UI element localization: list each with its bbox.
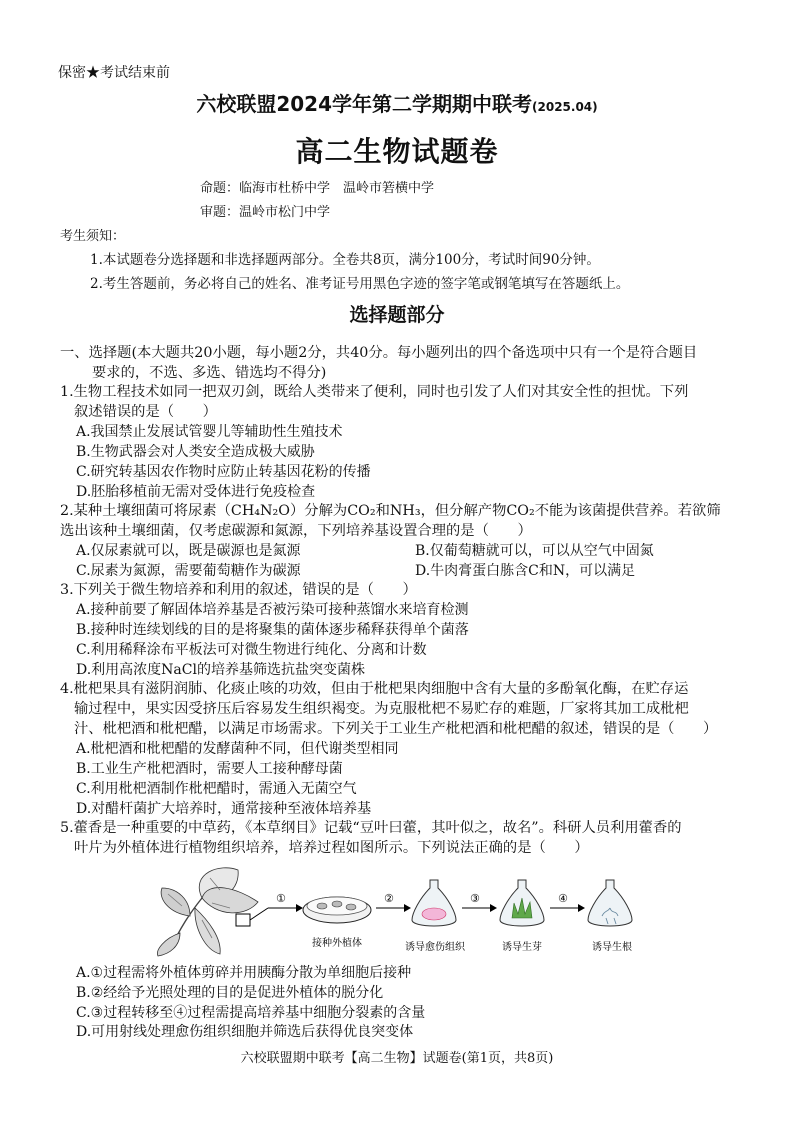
culture-dish-1 (303, 897, 371, 923)
instructions-line: 要求的，不选、多选、错选均不得分) (92, 365, 327, 381)
question-5-stem: 叶片为外植体进行植物组织培养，培养过程如图所示。下列说法正确的是（ ） (74, 840, 589, 856)
question-3-stem: 3.下列关于微生物培养和利用的叙述，错误的是（ ） (60, 582, 417, 598)
question-4-stem: 输过程中，果实因受挤压后容易发生组织褐变。为克服枇杷不易贮存的难题，厂家将其加工成枇杷 (74, 701, 689, 717)
step-3-label: ③ (470, 892, 480, 905)
sample-box (236, 914, 250, 926)
question-3-option-d: D.利用高浓度NaCl的培养基筛选抗盐突变菌株 (76, 662, 365, 678)
question-1-option-b: B.生物武器会对人类安全造成极大威胁 (76, 444, 315, 460)
reviewer-line: 审题：温岭市松门中学 (200, 205, 331, 220)
notice-item: 1.本试题卷分选择题和非选择题两部分。全卷共8页，满分100分，考试时间90分钟。 (90, 252, 600, 268)
step-4-label: ④ (558, 892, 568, 905)
question-4-option-c: C.利用枇杷酒制作枇杷醋时，需通入无菌空气 (76, 781, 357, 797)
question-2-stem: 选出该种土壤细菌，仅考虑碳源和氮源，下列培养基设置合理的是（ ） (60, 523, 532, 539)
exam-title-main: 六校联盟2024学年第二学期期中联考 (196, 92, 533, 116)
question-2-option-d: D.牛肉膏蛋白胨含C和N，可以满足 (415, 563, 636, 579)
question-4-option-a: A.枇杷酒和枇杷醋的发酵菌种不同，但代谢类型相同 (76, 741, 399, 757)
caption-4: 诱导生根 (592, 942, 632, 953)
step-2-label: ② (384, 892, 394, 905)
question-3-option-c: C.利用稀释涂布平板法可对微生物进行纯化、分离和计数 (76, 642, 427, 658)
question-2-option-b: B.仅葡萄糖就可以，可以从空气中固氮 (415, 543, 654, 559)
question-3-option-a: A.接种前要了解固体培养基是否被污染可接种蒸馏水来培育检测 (76, 602, 469, 618)
culture-flask-callus (412, 880, 456, 926)
notice-heading: 考生须知： (60, 229, 126, 244)
question-5-option-b: B.②经给予光照处理的目的是促进外植体的脱分化 (76, 985, 384, 1001)
exam-title (0, 88, 794, 117)
question-5-option-d: D.可用射线处理愈伤组织细胞并筛选后获得优良突变体 (76, 1024, 414, 1040)
plant-leaf-image (157, 868, 258, 956)
question-1-option-c: C.研究转基因农作物时应防止转基因花粉的传播 (76, 464, 371, 480)
section-title: 选择题部分 (349, 304, 445, 326)
tissue-culture-figure (150, 858, 660, 958)
caption-2: 诱导愈伤组织 (405, 942, 465, 953)
exam-date: (2025.04) (532, 100, 598, 114)
question-4-stem: 汁、枇杷酒和枇杷醋，以满足市场需求。下列关于工业生产枇杷酒和枇杷醋的叙述，错误的是（ ） (74, 721, 718, 737)
confidential-label: 保密★考试结束前 (58, 65, 170, 81)
notice-item: 2.考生答题前，务必将自己的姓名、准考证号用黑色字迹的签字笔或钢笔填写在答题纸上。 (90, 276, 630, 292)
question-1-stem: 1.生物工程技术如同一把双刃剑，既给人类带来了便利，同时也引发了人们对其安全性的担忧。下列 (60, 384, 689, 400)
question-5-option-c: C.③过程转移至④过程需提高培养基中细胞分裂素的含量 (76, 1005, 426, 1021)
question-2-option-a: A.仅尿素就可以，既是碳源也是氮源 (76, 543, 301, 559)
question-3-option-b: B.接种时连续划线的目的是将聚集的菌体逐步稀释获得单个菌落 (76, 622, 469, 638)
question-4-option-b: B.工业生产枇杷酒时，需要人工接种酵母菌 (76, 761, 343, 777)
paper-title: 高二生物试题卷 (295, 135, 499, 168)
page-footer: 六校联盟期中联考【高二生物】试题卷(第1页，共8页) (240, 1051, 554, 1066)
question-2-stem: 2.某种土壤细菌可将尿素（CH₄N₂O）分解为CO₂和NH₃，但分解产物CO₂不能为该菌提供营养。若欲筛 (60, 503, 721, 519)
step-1-label: ① (276, 892, 286, 905)
question-5-option-a: A.①过程需将外植体剪碎并用胰酶分散为单细胞后接种 (76, 965, 412, 981)
question-5-stem: 5.藿香是一种重要的中草药，《本草纲目》记载“豆叶曰藿，其叶似之，故名”。科研人员利用藿香的 (60, 820, 682, 836)
caption-3: 诱导生芽 (502, 942, 542, 953)
question-4-stem: 4.枇杷果具有滋阴润肺、化痰止咳的功效，但由于枇杷果肉细胞中含有大量的多酚氧化酶，在贮存运 (60, 681, 689, 697)
caption-1: 接种外植体 (312, 938, 362, 949)
culture-flask-shoot (500, 880, 544, 926)
instructions-line: 一、选择题(本大题共20小题，每小题2分，共40分。每小题列出的四个备选项中只有一个是符合题目 (60, 345, 698, 361)
question-1-option-a: A.我国禁止发展试管婴儿等辅助性生殖技术 (76, 424, 343, 440)
proposers-line: 命题：临海市杜桥中学 温岭市箬横中学 (200, 181, 435, 196)
culture-flask-root (588, 880, 632, 926)
question-4-option-d: D.对醋杆菌扩大培养时，通常接种至液体培养基 (76, 801, 372, 817)
question-2-option-c: C.尿素为氮源，需要葡萄糖作为碳源 (76, 563, 301, 579)
question-1-stem: 叙述错误的是（ ） (74, 404, 217, 420)
question-1-option-d: D.胚胎移植前无需对受体进行免疫检查 (76, 484, 316, 500)
